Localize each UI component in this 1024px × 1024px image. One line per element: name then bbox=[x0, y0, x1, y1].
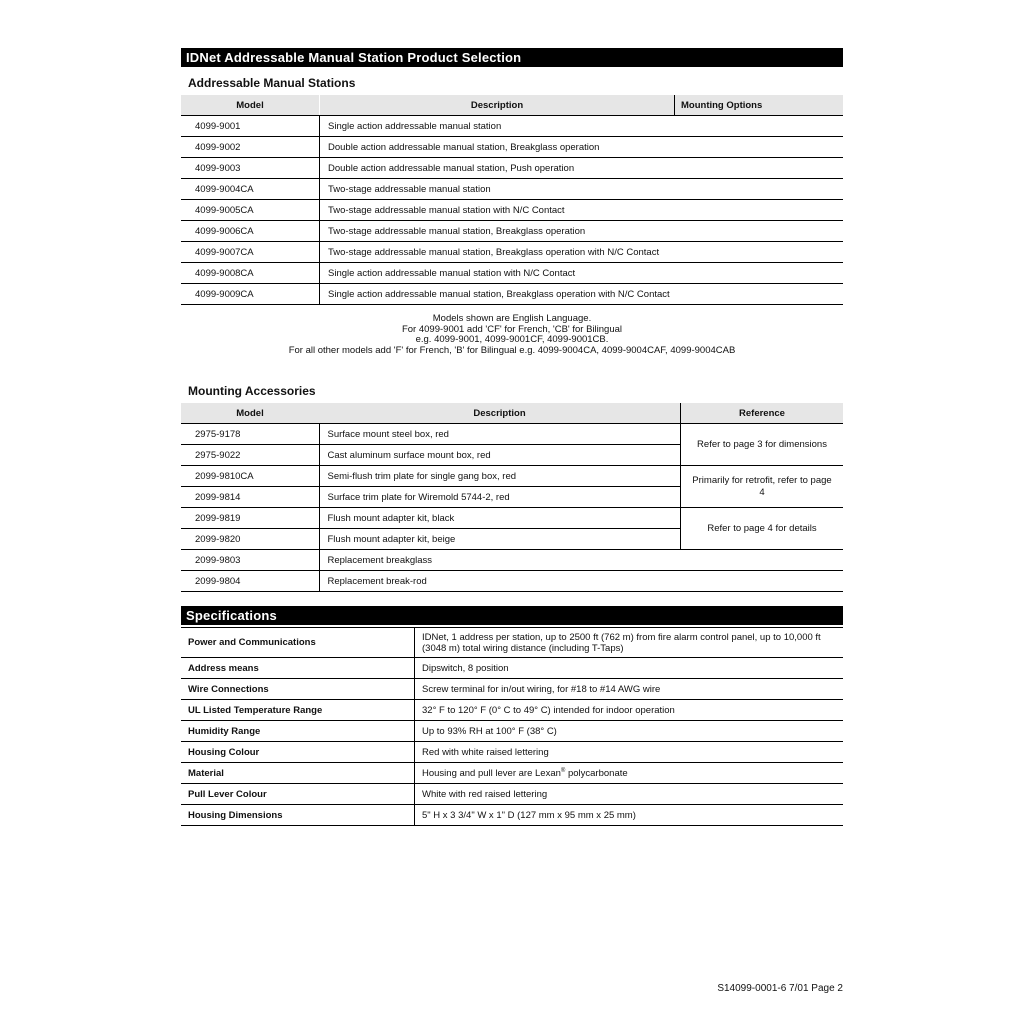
spec-label: Housing Colour bbox=[181, 742, 415, 763]
spec-value bbox=[415, 763, 844, 784]
document-page bbox=[181, 48, 843, 826]
reference-cell: Refer to page 3 for dimensions bbox=[681, 424, 844, 466]
description-cell: Single action addressable manual station with N/C Contact bbox=[320, 263, 844, 284]
header-description: Description bbox=[320, 95, 675, 116]
specifications-table bbox=[181, 627, 843, 826]
table-row bbox=[181, 508, 843, 529]
table-row bbox=[181, 466, 843, 487]
table-row bbox=[181, 805, 843, 826]
model-cell: 2099-9803 bbox=[181, 550, 319, 571]
table-row bbox=[181, 628, 843, 658]
table-row bbox=[181, 658, 843, 679]
description-cell: Replacement breakglass bbox=[319, 550, 843, 571]
spec-value-text: Housing and pull lever are Lexan bbox=[422, 767, 561, 779]
stations-subtitle: Addressable Manual Stations bbox=[188, 76, 356, 90]
model-cell: 4099-9003 bbox=[181, 158, 320, 179]
reference-cell: Primarily for retrofit, refer to page 4 bbox=[681, 466, 844, 508]
model-cell: 2099-9819 bbox=[181, 508, 319, 529]
table-row bbox=[181, 158, 843, 179]
description-cell: Two-stage addressable manual station with N/C Contact bbox=[320, 200, 844, 221]
spec-label: Pull Lever Colour bbox=[181, 784, 415, 805]
description-cell: Replacement break-rod bbox=[319, 571, 843, 592]
model-cell: 2099-9804 bbox=[181, 571, 319, 592]
accessories-header-row bbox=[181, 403, 843, 424]
table-row bbox=[181, 137, 843, 158]
model-cell: 2975-9022 bbox=[181, 445, 319, 466]
spec-value: IDNet, 1 address per station, up to 2500 ft (762 m) from fire alarm control panel, up to 10,000 ft (3048 m) total wiring distance (including T-Taps) bbox=[415, 628, 844, 658]
description-cell: Single action addressable manual station, Breakglass operation with N/C Contact bbox=[320, 284, 844, 305]
description-cell: Surface trim plate for Wiremold 5744-2, red bbox=[319, 487, 681, 508]
stations-header-row bbox=[181, 95, 843, 116]
spec-value: Dipswitch, 8 position bbox=[415, 658, 844, 679]
header-model: Model bbox=[181, 403, 319, 424]
table-row bbox=[181, 263, 843, 284]
table-row bbox=[181, 424, 843, 445]
spec-value: Screw terminal for in/out wiring, for #18 to #14 AWG wire bbox=[415, 679, 844, 700]
table-row bbox=[181, 179, 843, 200]
table-row bbox=[181, 742, 843, 763]
header-description: Description bbox=[319, 403, 681, 424]
description-cell: Two-stage addressable manual station, Breakglass operation with N/C Contact bbox=[320, 242, 844, 263]
table-row bbox=[181, 571, 843, 592]
note-line: For all other models add 'F' for French, 'B' for Bilingual e.g. 4099-9004CA, 4099-9004CAF, 4099-9004CAB bbox=[288, 344, 736, 356]
description-cell: Semi-flush trim plate for single gang box, red bbox=[319, 466, 681, 487]
model-cell: 4099-9008CA bbox=[181, 263, 320, 284]
table-row bbox=[181, 700, 843, 721]
table-row bbox=[181, 763, 843, 784]
model-cell: 4099-9001 bbox=[181, 116, 320, 137]
description-cell: Single action addressable manual station bbox=[320, 116, 844, 137]
spec-label: Housing Dimensions bbox=[181, 805, 415, 826]
description-cell: Double action addressable manual station, Breakglass operation bbox=[320, 137, 844, 158]
spec-label: UL Listed Temperature Range bbox=[181, 700, 415, 721]
model-cell: 2099-9820 bbox=[181, 529, 319, 550]
model-cell: 2975-9178 bbox=[181, 424, 319, 445]
description-cell: Flush mount adapter kit, beige bbox=[319, 529, 681, 550]
model-cell: 2099-9810CA bbox=[181, 466, 319, 487]
model-cell: 4099-9009CA bbox=[181, 284, 320, 305]
table-row bbox=[181, 550, 843, 571]
description-cell: Surface mount steel box, red bbox=[319, 424, 681, 445]
description-cell: Double action addressable manual station, Push operation bbox=[320, 158, 844, 179]
model-cell: 4099-9006CA bbox=[181, 221, 320, 242]
language-notes bbox=[181, 314, 843, 356]
description-cell: Two-stage addressable manual station bbox=[320, 179, 844, 200]
table-row bbox=[181, 242, 843, 263]
model-cell: 2099-9814 bbox=[181, 487, 319, 508]
accessories-table bbox=[181, 403, 843, 592]
table-row bbox=[181, 721, 843, 742]
model-cell: 4099-9005CA bbox=[181, 200, 320, 221]
header-model: Model bbox=[181, 95, 320, 116]
description-cell: Two-stage addressable manual station, Breakglass operation bbox=[320, 221, 844, 242]
registered-mark: ® bbox=[560, 767, 566, 774]
note-line: For 4099-9001 add 'CF' for French, 'CB' for Bilingual bbox=[401, 323, 623, 335]
table-row bbox=[181, 200, 843, 221]
page-footer: S14099-0001-6 7/01 Page 2 bbox=[717, 983, 843, 994]
description-cell: Flush mount adapter kit, black bbox=[319, 508, 681, 529]
model-cell: 4099-9004CA bbox=[181, 179, 320, 200]
spec-label: Address means bbox=[181, 658, 415, 679]
spec-value: 5" H x 3 3/4" W x 1" D (127 mm x 95 mm x 25 mm) bbox=[415, 805, 844, 826]
spec-value: White with red raised lettering bbox=[415, 784, 844, 805]
table-row bbox=[181, 116, 843, 137]
spec-label: Wire Connections bbox=[181, 679, 415, 700]
description-cell: Cast aluminum surface mount box, red bbox=[319, 445, 681, 466]
table-row bbox=[181, 679, 843, 700]
spec-label: Power and Communications bbox=[181, 628, 415, 658]
specifications-title: Specifications bbox=[181, 606, 843, 625]
table-row bbox=[181, 284, 843, 305]
stations-table bbox=[181, 95, 843, 305]
table-row bbox=[181, 784, 843, 805]
table-row bbox=[181, 221, 843, 242]
accessories-subtitle: Mounting Accessories bbox=[188, 384, 316, 398]
spec-label: Material bbox=[181, 763, 415, 784]
model-cell: 4099-9007CA bbox=[181, 242, 320, 263]
header-mounting-options: Mounting Options bbox=[675, 95, 844, 116]
reference-cell: Refer to page 4 for details bbox=[681, 508, 844, 550]
note-line: Models shown are English Language. bbox=[432, 313, 592, 324]
spec-value-text-after: polycarbonate bbox=[565, 767, 628, 779]
spec-value: Red with white raised lettering bbox=[415, 742, 844, 763]
model-cell: 4099-9002 bbox=[181, 137, 320, 158]
note-line: e.g. 4099-9001, 4099-9001CF, 4099-9001CB. bbox=[415, 334, 609, 345]
spec-label: Humidity Range bbox=[181, 721, 415, 742]
spec-value: 32° F to 120° F (0° C to 49° C) intended for indoor operation bbox=[415, 700, 844, 721]
header-reference: Reference bbox=[681, 403, 844, 424]
product-selection-title: IDNet Addressable Manual Station Product Selection bbox=[181, 48, 843, 67]
spec-value: Up to 93% RH at 100° F (38° C) bbox=[415, 721, 844, 742]
